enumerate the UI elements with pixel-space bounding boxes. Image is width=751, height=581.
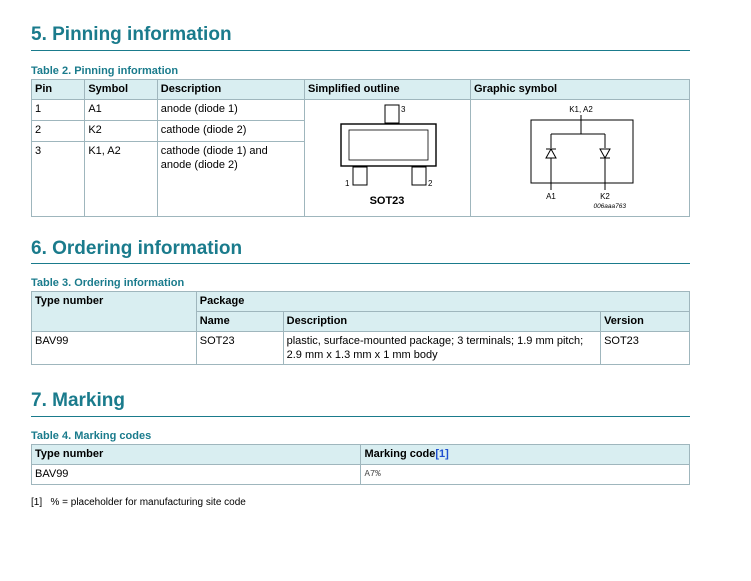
package-name-cell: SOT23 [196, 332, 283, 365]
symbol-cell: A1 [85, 100, 157, 121]
table-row [32, 332, 690, 365]
heading-rule [31, 416, 690, 417]
col-header-type-number: Type number [32, 445, 361, 465]
type-number-cell: BAV99 [32, 332, 197, 365]
col-header-symbol: Symbol [85, 80, 157, 100]
outline-package-label: SOT23 [369, 195, 405, 207]
pinning-table [31, 79, 690, 217]
footnote [31, 497, 246, 508]
pin-cell: 2 [32, 120, 85, 141]
table-caption-pinning: Table 2. Pinning information [31, 65, 179, 77]
sot23-outline-icon [305, 100, 470, 212]
col-header-type-number: Type number [32, 292, 197, 332]
marking-code-header-label: Marking code [364, 448, 436, 460]
outline-pin1-label: 1 [344, 179, 350, 188]
graphic-right-label: K2 [600, 192, 610, 201]
ordering-table [31, 291, 690, 365]
col-header-description: Description [283, 312, 600, 332]
pin-cell: 1 [32, 100, 85, 121]
symbol-cell: K1, A2 [85, 141, 157, 216]
description-cell: cathode (diode 2) [157, 120, 304, 141]
outline-cell [304, 100, 470, 217]
marking-table [31, 444, 690, 485]
marking-code-cell: A7% [361, 465, 690, 485]
type-number-cell: BAV99 [32, 465, 361, 485]
col-header-pin: Pin [32, 80, 85, 100]
table-row [32, 465, 690, 485]
heading-rule [31, 263, 690, 264]
footnote-ref: [1] [31, 497, 43, 508]
section-heading-marking: 7. Marking [31, 390, 125, 411]
graphic-left-label: A1 [546, 192, 556, 201]
graphic-ref-label: 006aaa763 [593, 203, 626, 210]
table-caption-ordering: Table 3. Ordering information [31, 277, 185, 289]
package-description-cell: plastic, surface-mounted package; 3 terminals; 1.9 mm pitch; 2.9 mm x 1.3 mm x 1 mm body [283, 332, 600, 365]
col-header-description: Description [157, 80, 304, 100]
col-header-graphic: Graphic symbol [470, 80, 689, 100]
graphic-top-label: K1, A2 [569, 105, 593, 114]
section-heading-pinning: 5. Pinning information [31, 24, 232, 45]
footnote-text: % = placeholder for manufacturing site code [50, 497, 246, 508]
col-header-package: Package [196, 292, 689, 312]
outline-pin3-label: 3 [400, 105, 406, 114]
description-cell: anode (diode 1) [157, 100, 304, 121]
heading-rule [31, 50, 690, 51]
footnote-link[interactable]: [1] [435, 448, 449, 460]
symbol-cell: K2 [85, 120, 157, 141]
col-header-outline: Simplified outline [304, 80, 470, 100]
section-heading-ordering: 6. Ordering information [31, 238, 243, 259]
table-row [32, 100, 690, 121]
col-header-name: Name [196, 312, 283, 332]
outline-pin2-label: 2 [427, 179, 433, 188]
diode-symbol-icon [471, 100, 689, 212]
pin-cell: 3 [32, 141, 85, 216]
package-version-cell: SOT23 [601, 332, 690, 365]
table-caption-marking: Table 4. Marking codes [31, 430, 152, 442]
graphic-cell [470, 100, 689, 217]
col-header-marking-code [361, 445, 690, 465]
description-cell: cathode (diode 1) and anode (diode 2) [157, 141, 304, 216]
col-header-version: Version [601, 312, 690, 332]
